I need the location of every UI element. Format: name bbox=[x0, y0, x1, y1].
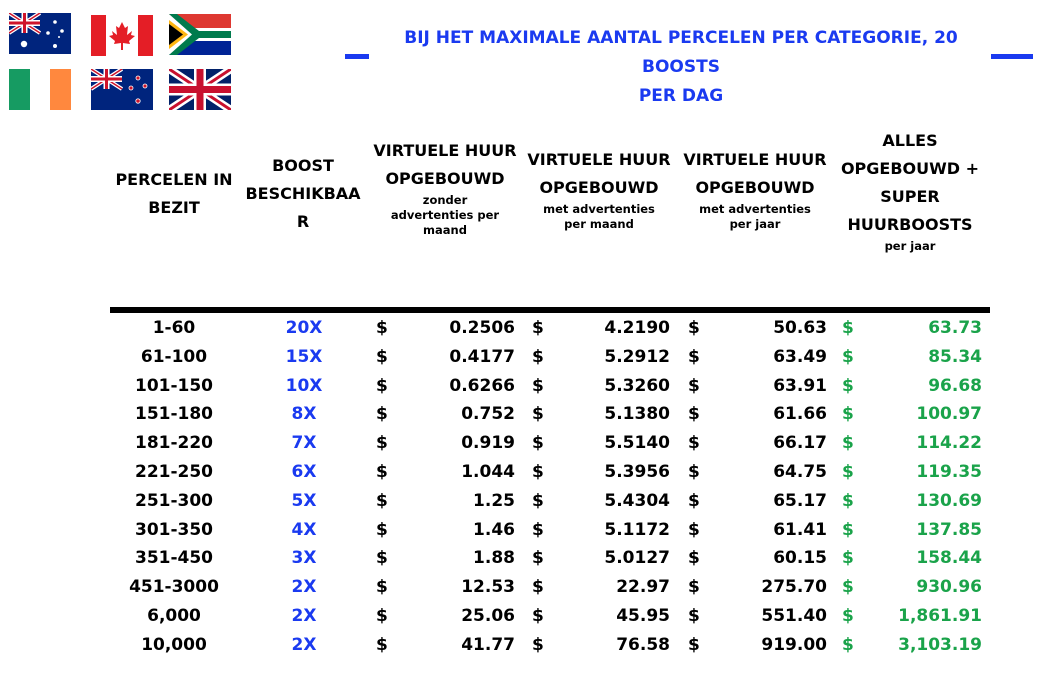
currency-symbol: $ bbox=[842, 519, 854, 540]
currency-symbol: $ bbox=[842, 462, 854, 482]
table-row bbox=[0, 544, 1048, 573]
rent-ads-month-cell: 5.0127 bbox=[604, 548, 670, 569]
rent-ads-year-cell: 919.00 bbox=[761, 634, 827, 655]
total-year-cell: 96.68 bbox=[928, 375, 982, 396]
currency-symbol: $ bbox=[532, 490, 544, 511]
title-bar-right bbox=[991, 54, 1033, 59]
currency-symbol: $ bbox=[532, 548, 544, 569]
rent-ads-year-cell: 64.75 bbox=[773, 462, 827, 482]
rent-ads-year-cell: 60.15 bbox=[773, 548, 827, 569]
range-cell: 61-100 bbox=[140, 346, 208, 367]
currency-symbol: $ bbox=[842, 404, 854, 425]
currency-symbol: $ bbox=[532, 318, 544, 338]
currency-symbol: $ bbox=[842, 375, 854, 396]
rent-ads-month-cell: 5.5140 bbox=[604, 433, 670, 454]
currency-symbol: $ bbox=[688, 375, 700, 396]
currency-symbol: $ bbox=[842, 634, 854, 655]
currency-symbol: $ bbox=[688, 606, 700, 626]
currency-symbol: $ bbox=[688, 346, 700, 367]
range-cell: 221-250 bbox=[134, 462, 214, 482]
table-row bbox=[0, 343, 1048, 372]
currency-symbol: $ bbox=[532, 433, 544, 454]
south-africa-flag bbox=[169, 14, 231, 55]
rent-ads-year-cell: 63.91 bbox=[773, 375, 827, 396]
currency-symbol: $ bbox=[376, 462, 388, 482]
rent-ads-month-cell: 5.4304 bbox=[604, 490, 670, 511]
currency-symbol: $ bbox=[688, 548, 700, 569]
range-cell: 151-180 bbox=[134, 404, 214, 425]
table-row bbox=[0, 573, 1048, 602]
header-rent-ads-year: VIRTUELE HUUR OPGEBOUWD met advertenties per jaar bbox=[683, 150, 827, 231]
table-row bbox=[0, 372, 1048, 401]
rent-no-ads-month-cell: 0.2506 bbox=[449, 318, 515, 338]
rent-ads-year-cell: 61.66 bbox=[773, 404, 827, 425]
currency-symbol: $ bbox=[376, 346, 388, 367]
rent-ads-year-cell: 65.17 bbox=[773, 490, 827, 511]
table-row bbox=[0, 429, 1048, 458]
currency-symbol: $ bbox=[688, 404, 700, 425]
currency-symbol: $ bbox=[842, 433, 854, 454]
total-year-cell: 1,861.91 bbox=[898, 606, 982, 626]
range-cell: 351-450 bbox=[134, 548, 214, 569]
currency-symbol: $ bbox=[688, 433, 700, 454]
currency-symbol: $ bbox=[688, 318, 700, 338]
header-divider bbox=[110, 307, 990, 313]
currency-symbol: $ bbox=[376, 548, 388, 569]
range-cell: 301-350 bbox=[134, 519, 214, 540]
rent-no-ads-month-cell: 25.06 bbox=[461, 606, 515, 626]
total-year-cell: 119.35 bbox=[916, 462, 982, 482]
rent-ads-year-cell: 275.70 bbox=[761, 577, 827, 598]
rent-no-ads-month-cell: 41.77 bbox=[461, 634, 515, 655]
boost-cell: 15X bbox=[285, 346, 323, 367]
header-rent-ads-month: VIRTUELE HUUR OPGEBOUWD met advertenties per maand bbox=[527, 150, 671, 231]
currency-symbol: $ bbox=[532, 577, 544, 598]
boost-cell: 20X bbox=[285, 318, 323, 338]
currency-symbol: $ bbox=[842, 346, 854, 367]
rent-ads-month-cell: 22.97 bbox=[616, 577, 670, 598]
boost-cell: 5X bbox=[291, 490, 317, 511]
currency-symbol: $ bbox=[376, 606, 388, 626]
canada-flag bbox=[91, 15, 153, 56]
currency-symbol: $ bbox=[688, 577, 700, 598]
currency-symbol: $ bbox=[376, 318, 388, 338]
currency-symbol: $ bbox=[842, 548, 854, 569]
header-rent-no-ads-month: VIRTUELE HUUR OPGEBOUWD zonder advertenties per maand bbox=[373, 141, 517, 237]
page-title bbox=[380, 24, 982, 111]
currency-symbol: $ bbox=[376, 634, 388, 655]
currency-symbol: $ bbox=[532, 375, 544, 396]
rent-ads-year-cell: 66.17 bbox=[773, 433, 827, 454]
currency-symbol: $ bbox=[842, 490, 854, 511]
table-row bbox=[0, 602, 1048, 631]
rent-ads-month-cell: 5.2912 bbox=[604, 346, 670, 367]
range-cell: 181-220 bbox=[134, 433, 214, 454]
total-year-cell: 3,103.19 bbox=[898, 634, 982, 655]
currency-symbol: $ bbox=[688, 634, 700, 655]
total-year-cell: 114.22 bbox=[916, 433, 982, 454]
total-year-cell: 930.96 bbox=[916, 577, 982, 598]
rent-no-ads-month-cell: 1.46 bbox=[473, 519, 515, 540]
total-year-cell: 85.34 bbox=[928, 346, 982, 367]
range-cell: 451-3000 bbox=[129, 577, 219, 598]
currency-symbol: $ bbox=[532, 606, 544, 626]
rent-no-ads-month-cell: 0.6266 bbox=[449, 375, 515, 396]
rent-ads-month-cell: 5.1380 bbox=[604, 404, 670, 425]
ireland-flag bbox=[9, 69, 71, 110]
table-row bbox=[0, 631, 1048, 660]
boost-cell: 6X bbox=[291, 462, 317, 482]
table-row bbox=[0, 487, 1048, 516]
rent-no-ads-month-cell: 0.919 bbox=[461, 433, 515, 454]
new-zealand-flag bbox=[91, 69, 153, 110]
currency-symbol: $ bbox=[842, 606, 854, 626]
currency-symbol: $ bbox=[842, 577, 854, 598]
rent-ads-year-cell: 61.41 bbox=[773, 519, 827, 540]
rent-ads-month-cell: 45.95 bbox=[616, 606, 670, 626]
rent-no-ads-month-cell: 12.53 bbox=[461, 577, 515, 598]
currency-symbol: $ bbox=[376, 577, 388, 598]
rent-ads-month-cell: 5.1172 bbox=[604, 519, 670, 540]
rent-ads-month-cell: 76.58 bbox=[616, 634, 670, 655]
boost-cell: 3X bbox=[291, 548, 317, 569]
currency-symbol: $ bbox=[376, 519, 388, 540]
title-line-2: PER DAG bbox=[638, 86, 724, 106]
rent-no-ads-month-cell: 0.4177 bbox=[449, 346, 515, 367]
rent-no-ads-month-cell: 1.044 bbox=[461, 462, 515, 482]
boost-cell: 10X bbox=[285, 375, 323, 396]
currency-symbol: $ bbox=[376, 375, 388, 396]
currency-symbol: $ bbox=[842, 318, 854, 338]
range-cell: 6,000 bbox=[147, 606, 201, 626]
range-cell: 101-150 bbox=[134, 375, 214, 396]
currency-symbol: $ bbox=[688, 490, 700, 511]
currency-symbol: $ bbox=[532, 462, 544, 482]
table-row bbox=[0, 400, 1048, 429]
rent-no-ads-month-cell: 1.88 bbox=[473, 548, 515, 569]
united-kingdom-flag bbox=[169, 69, 231, 110]
range-cell: 251-300 bbox=[134, 490, 214, 511]
table-row bbox=[0, 314, 1048, 343]
currency-symbol: $ bbox=[532, 346, 544, 367]
total-year-cell: 63.73 bbox=[928, 318, 982, 338]
range-cell: 1-60 bbox=[152, 318, 196, 338]
title-line-1: BIJ HET MAXIMALE AANTAL PERCELEN PER CATEGORIE, 20 BOOSTS bbox=[404, 28, 958, 77]
total-year-cell: 137.85 bbox=[916, 519, 982, 540]
boost-cell: 2X bbox=[291, 606, 317, 626]
rent-ads-month-cell: 5.3956 bbox=[604, 462, 670, 482]
currency-symbol: $ bbox=[532, 519, 544, 540]
total-year-cell: 100.97 bbox=[916, 404, 982, 425]
rent-no-ads-month-cell: 1.25 bbox=[473, 490, 515, 511]
currency-symbol: $ bbox=[376, 490, 388, 511]
boost-cell: 7X bbox=[291, 433, 317, 454]
header-boost: BOOST BESCHIKBAA R bbox=[245, 156, 361, 231]
total-year-cell: 158.44 bbox=[916, 548, 982, 569]
title-bar-left bbox=[345, 54, 369, 59]
rent-ads-month-cell: 5.3260 bbox=[604, 375, 670, 396]
boost-cell: 2X bbox=[291, 577, 317, 598]
table-row bbox=[0, 516, 1048, 545]
rent-ads-year-cell: 50.63 bbox=[773, 318, 827, 338]
total-year-cell: 130.69 bbox=[916, 490, 982, 511]
currency-symbol: $ bbox=[688, 519, 700, 540]
rent-ads-year-cell: 551.40 bbox=[761, 606, 827, 626]
currency-symbol: $ bbox=[688, 462, 700, 482]
currency-symbol: $ bbox=[376, 404, 388, 425]
currency-symbol: $ bbox=[532, 404, 544, 425]
rent-ads-month-cell: 4.2190 bbox=[604, 318, 670, 338]
header-range: PERCELEN IN BEZIT bbox=[115, 170, 233, 217]
range-cell: 10,000 bbox=[141, 634, 207, 655]
currency-symbol: $ bbox=[376, 433, 388, 454]
rent-ads-year-cell: 63.49 bbox=[773, 346, 827, 367]
boost-cell: 4X bbox=[291, 519, 317, 540]
rent-no-ads-month-cell: 0.752 bbox=[461, 404, 515, 425]
table-row bbox=[0, 458, 1048, 487]
currency-symbol: $ bbox=[532, 634, 544, 655]
australia-flag bbox=[9, 13, 71, 54]
boost-cell: 8X bbox=[291, 404, 317, 425]
boost-cell: 2X bbox=[291, 634, 317, 655]
header-total-year: ALLES OPGEBOUWD + SUPER HUURBOOSTS per jaar bbox=[840, 131, 980, 253]
